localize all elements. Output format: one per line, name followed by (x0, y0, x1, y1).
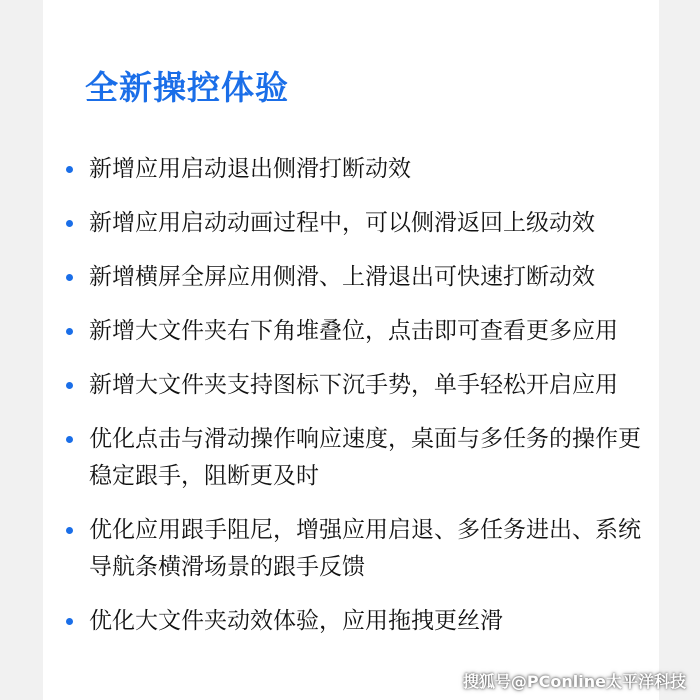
feature-item (64, 421, 644, 495)
bullet-icon (66, 436, 73, 443)
feature-text: 新增应用启动退出侧滑打断动效 (89, 156, 411, 182)
feature-item (64, 205, 644, 242)
feature-text: 新增大文件夹支持图标下沉手势，单手轻松开启应用 (89, 372, 618, 398)
feature-text: 优化应用跟手阻尼，增强应用启退、多任务进出、系统导航条横滑场景的跟手反馈 (89, 517, 641, 580)
feature-text: 新增大文件夹右下角堆叠位，点击即可查看更多应用 (89, 318, 618, 344)
bullet-icon (66, 618, 73, 625)
content-card (43, 0, 659, 700)
feature-text: 优化大文件夹动效体验，应用拖拽更丝滑 (89, 608, 503, 634)
feature-list (64, 151, 644, 657)
feature-item (64, 313, 644, 350)
feature-item (64, 151, 644, 188)
feature-item (64, 512, 644, 586)
bullet-icon (66, 274, 73, 281)
bullet-icon (66, 166, 73, 173)
bullet-icon (66, 527, 73, 534)
page-title: 全新操控体验 (85, 68, 289, 107)
feature-text: 新增应用启动动画过程中，可以侧滑返回上级动效 (89, 210, 595, 236)
feature-text: 新增横屏全屏应用侧滑、上滑退出可快速打断动效 (89, 264, 595, 290)
feature-item (64, 603, 644, 640)
bullet-icon (66, 328, 73, 335)
watermark: 搜狐号@PConline太平洋科技 (462, 672, 686, 691)
feature-item (64, 367, 644, 404)
bullet-icon (66, 220, 73, 227)
feature-item (64, 259, 644, 296)
bullet-icon (66, 382, 73, 389)
feature-text: 优化点击与滑动操作响应速度，桌面与多任务的操作更稳定跟手，阻断更及时 (89, 426, 641, 489)
